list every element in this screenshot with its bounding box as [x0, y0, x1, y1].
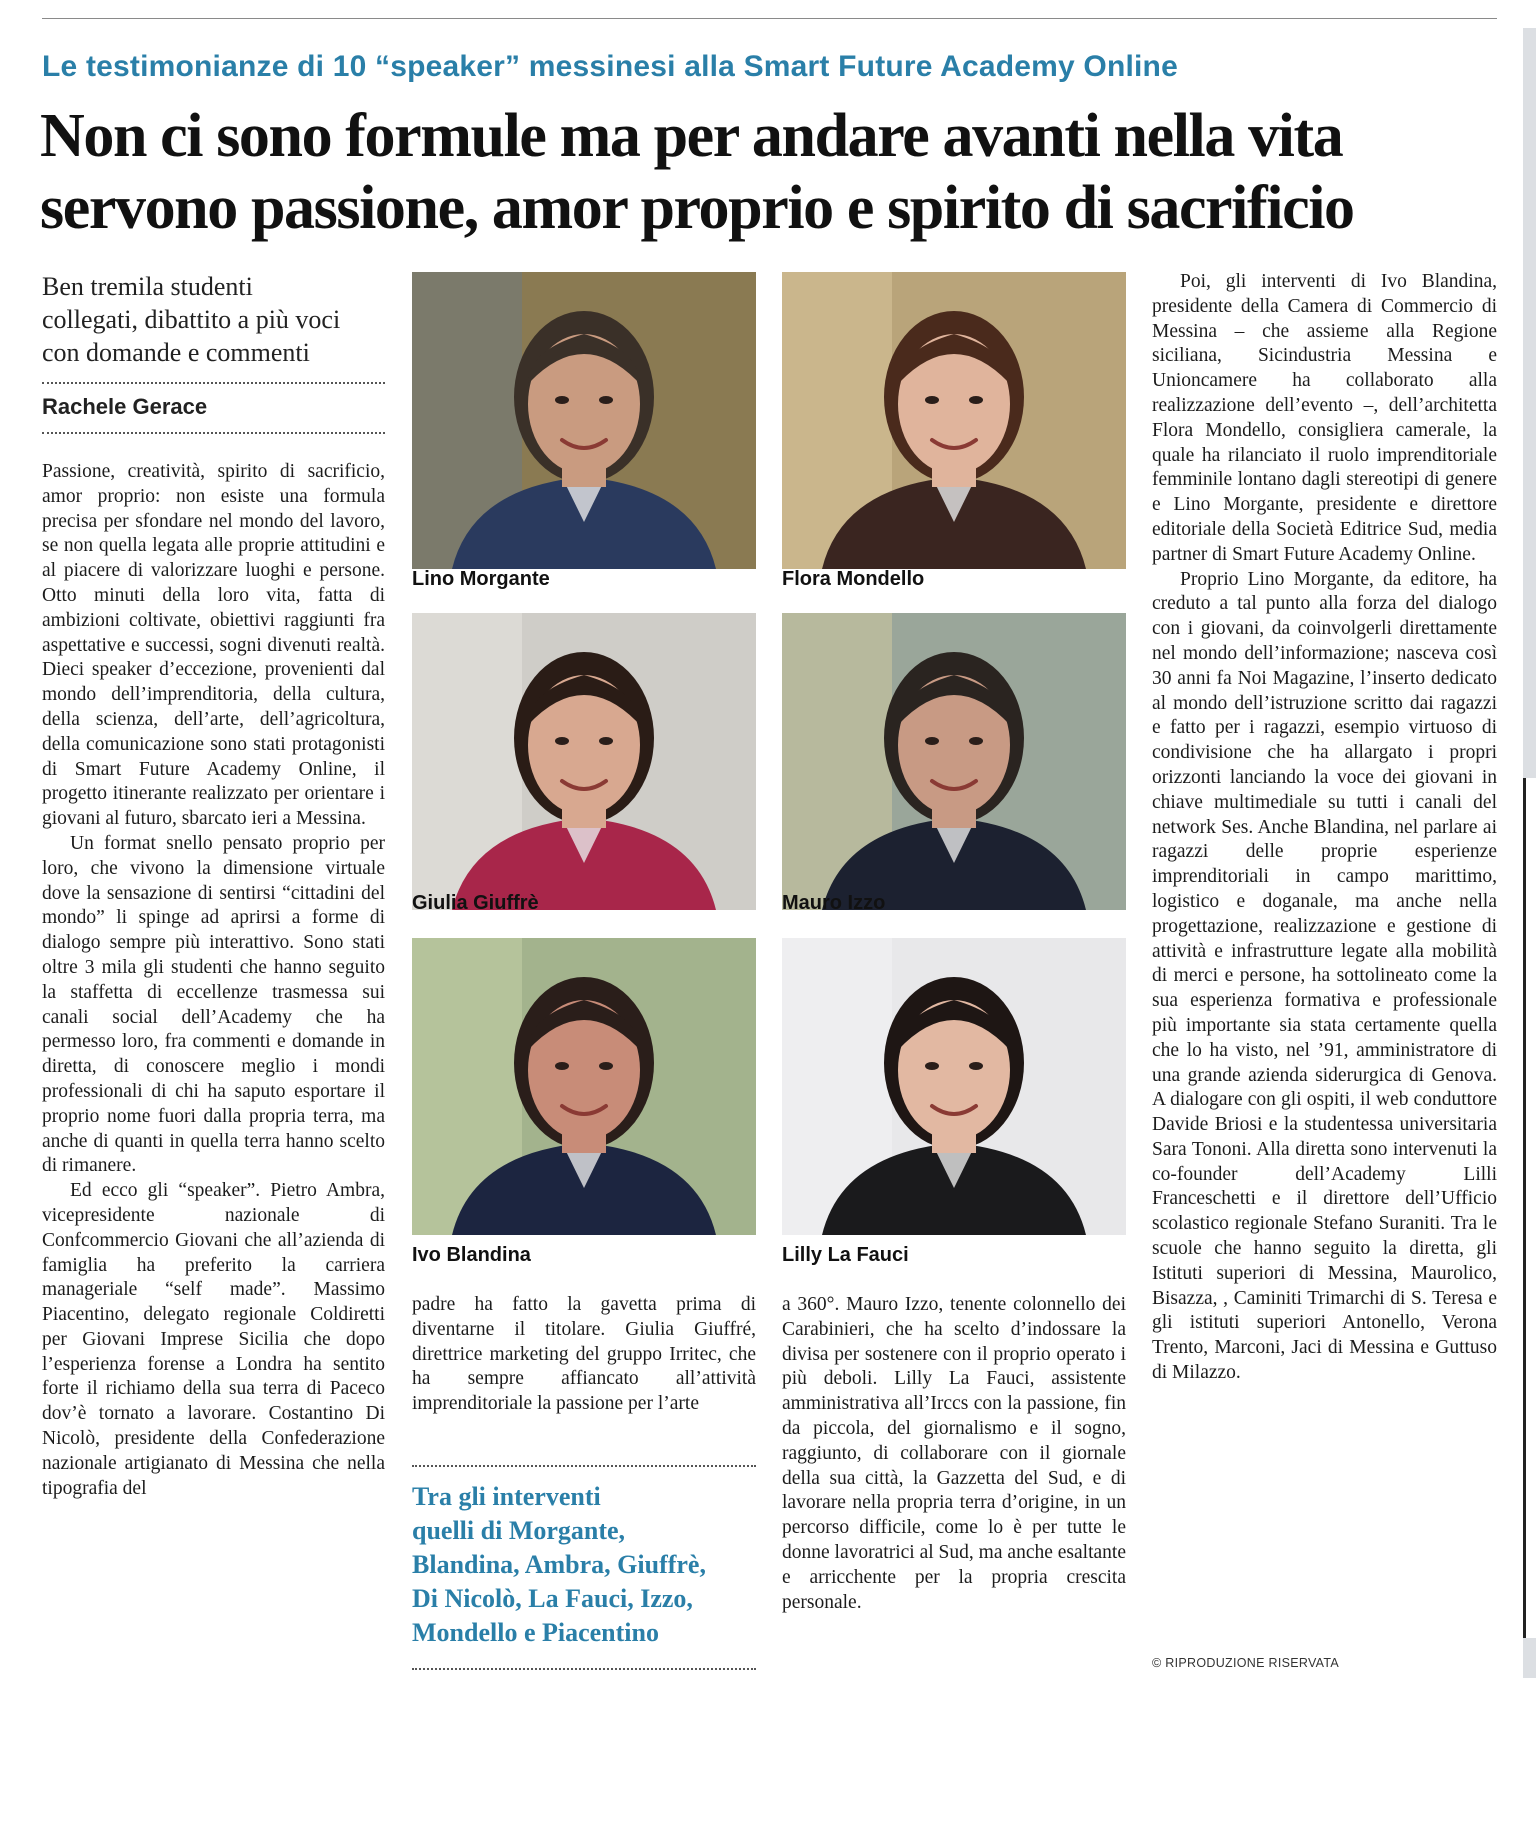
portrait-illustration [782, 938, 1126, 1235]
portrait-illustration [412, 272, 756, 569]
portrait-illustration [412, 938, 756, 1235]
portrait-illustration [782, 272, 1126, 569]
photo-eye-left [925, 396, 939, 404]
pullquote-line-5: Mondello e Piacentino [412, 1618, 659, 1647]
photo-ivo-blandina [412, 938, 756, 1235]
col4-paragraph-2: Proprio Lino Morgante, da editore, ha creduto a tal punto alla forza del dialogo con i giovani, da coinvolgerli direttamente nel mondo dell’informazione; nasceva così 30 anni fa Noi Magazine, l’inserto dedicato al mondo dell’istruzione scritto dai ragazzi e fatto per i ragazzi, esempio virtuoso di condivisione che ha allargato i propri orizzonti lanciando la voce dei giovani in chiave multimediale su tutti i canali del network Ses. Anche Blandina, nel parlare ai ragazzi delle proprie esperienze imprenditoriali in campo marittimo, logistico e doganale, ma anche nella progettazione, realizzazione e gestione di attività e infrastrutture legate alla mobilità di merci e persone, ha sottolineato come la sua esperienza formativa e professionale più importante sia stata certamente quella che lo ha visto, nel ’91, amministratore di una grande azienda siderurgica di Genova. A dialogare con gli ospiti, il web conduttore Davide Briosi e la studentessa universitaria Sara Tononi. Alla diretta sono intervenuti la co-founder dell’Academy Lilli Franceschetti e il direttore dell’Ufficio scolastico regionale Stefano Suraniti. Tra le scuole che hanno seguito la diretta, gli Istituti superiori di Messina, Maurolico, Bisazza, , Caminiti Trimarchi di S. Teresa e gli istituti superiori Antonello, Verona Trento, Marconi, Jaci di Messina e Guttuso di Milazzo. [1152, 568, 1497, 1384]
deck-line-2: collegati, dibattito a più voci [42, 305, 341, 334]
photo-lino-morgante [412, 272, 756, 569]
deck [42, 270, 402, 369]
portrait-illustration [782, 613, 1126, 910]
caption-mauro-izzo: Mauro Izzo [782, 892, 886, 914]
caption-giulia-giuffre: Giulia Giuffrè [412, 892, 539, 914]
photo-lilly-la-fauci [782, 938, 1126, 1235]
headline-line-2: servono passione, amor proprio e spirito di sacrificio [40, 174, 1354, 242]
kicker: Le testimonianze di 10 “speaker” messinesi alla Smart Future Academy Online [42, 50, 1178, 83]
photo-eye-left [925, 737, 939, 745]
caption-ivo-blandina: Ivo Blandina [412, 1244, 531, 1266]
copyright-notice: © RIPRODUZIONE RISERVATA [1152, 1656, 1340, 1670]
pullquote [412, 1480, 762, 1650]
photo-flora-mondello [782, 272, 1126, 569]
pullquote-line-1: Tra gli interventi [412, 1482, 601, 1511]
photo-eye-right [599, 396, 613, 404]
top-rule [42, 18, 1497, 19]
photo-eye-left [925, 1062, 939, 1070]
headline-line-1: Non ci sono formule ma per andare avanti nella vita [40, 102, 1343, 170]
byline-rule-top [42, 382, 385, 384]
caption-lilly-la-fauci: Lilly La Fauci [782, 1244, 909, 1266]
photo-giulia-giuffre [412, 613, 756, 910]
pullquote-line-4: Di Nicolò, La Fauci, Izzo, [412, 1584, 693, 1613]
deck-line-3: con domande e commenti [42, 338, 310, 367]
pullquote-line-2: quelli di Morgante, [412, 1516, 626, 1545]
photo-eye-right [969, 396, 983, 404]
col2-paragraph: padre ha fatto la gavetta prima di diventarne il titolare. Giulia Giuffré, direttrice marketing del gruppo Irritec, che ha sempre affiancato all’attività imprenditoriale la passione per l’arte [412, 1294, 756, 1415]
portrait-illustration [412, 613, 756, 910]
photo-eye-left [555, 396, 569, 404]
col1-paragraph-1: Passione, creatività, spirito di sacrificio, amor proprio: non esiste una formula precisa per sfondare nel mondo del lavoro, se non quella legata alle proprie attitudini e al piacere di valorizzare luoghi e persone. Otto minuti della loro vita, fatta di ambizioni coltivate, obiettivi raggiunti fra aspettative e successi, sogni divenuti realtà. Dieci speaker d’eccezione, provenienti dal mondo dell’imprenditoria, della cultura, della scienza, dell’arte, dell’agricoltura, della comunicazione sono stati protagonisti di Smart Future Academy Online, il progetto itinerante realizzato per orientare i giovani al futuro, sbarcato ieri a Messina. [42, 461, 385, 830]
col3-paragraph: a 360°. Mauro Izzo, tenente colonnello dei Carabinieri, che ha scelto d’indossare la divisa per sostenere con il proprio operato i più deboli. Lilly La Fauci, assistente amministrativa all’Irccs con la passione, fin da piccola, del giornalismo e il sogno, raggiunto, di collaborare con il giornale della sua città, la Gazzetta del Sud, e di lavorare nella propria terra d’origine, in un percorso difficile, come lo è per tutte le donne lavoratrici al Sud, ma anche esaltante e arricchente per la propria crescita personale. [782, 1294, 1126, 1613]
byline: Rachele Gerace [42, 394, 208, 419]
deck-line-1: Ben tremila studenti [42, 272, 253, 301]
column-3 [782, 1293, 1126, 1615]
pullquote-rule-bottom [412, 1668, 756, 1670]
photo-eye-left [555, 1062, 569, 1070]
col1-paragraph-2: Un format snello pensato proprio per loro, che vivono la dimensione virtuale dove la sensazione di sentirsi “cittadini del mondo” li spinge ad aprirsi a forme di dialogo sempre più interattivo. Sono stati oltre 3 mila gli studenti che hanno seguito la staffetta di eccellenze trasmessa sui canali social dell’Academy che ha permesso loro, fra commenti e domande in diretta, di conoscere meglio i mondi professionali di chi ha saputo esportare il proprio nome fuori dalla propria terra, ma anche di quanti in quella terra hanno scelto di rimanere. [42, 832, 385, 1177]
caption-lino-morgante: Lino Morgante [412, 568, 550, 590]
photo-eye-right [969, 1062, 983, 1070]
col4-paragraph-1: Poi, gli interventi di Ivo Blandina, presidente della Camera di Commercio di Messina – che assieme alla Regione siciliana, Sicindustria Messina e Unioncamere ha collaborato alla realizzazione dell’evento –, dell’architetta Flora Mondello, consigliera camerale, la quale ha rilanciato il ruolo imprenditoriale femminile lontano dagli stereotipi di genere e Lino Morgante, presidente e direttore editoriale della Società Editrice Sud, media partner di Smart Future Academy Online. [1152, 271, 1497, 565]
column-4 [1152, 270, 1497, 1386]
headline [40, 100, 1480, 244]
byline-rule-bottom [42, 432, 385, 434]
column-1 [42, 460, 385, 1501]
adjacent-page-tab [1523, 778, 1536, 1638]
pullquote-rule-top [412, 1465, 756, 1467]
photo-eye-right [599, 737, 613, 745]
photo-eye-right [969, 737, 983, 745]
photo-mauro-izzo [782, 613, 1126, 910]
column-2 [412, 1293, 756, 1417]
col1-paragraph-3: Ed ecco gli “speaker”. Pietro Ambra, vicepresidente nazionale di Confcommercio Giovani che all’azienda di famiglia ha preferito la carriera manageriale “self made”. Massimo Piacentino, delegato regionale Coldiretti per Giovani Imprese Sicilia che dopo l’esperienza forense a Londra ha sentito forte il richiamo della sua terra di Paceco dov’è tornato a lavorare. Costantino Di Nicolò, presidente della Confederazione nazionale artigianato di Messina che nella tipografia del [42, 1180, 385, 1499]
photo-eye-left [555, 737, 569, 745]
photo-eye-right [599, 1062, 613, 1070]
pullquote-line-3: Blandina, Ambra, Giuffrè, [412, 1550, 706, 1579]
caption-flora-mondello: Flora Mondello [782, 568, 925, 590]
